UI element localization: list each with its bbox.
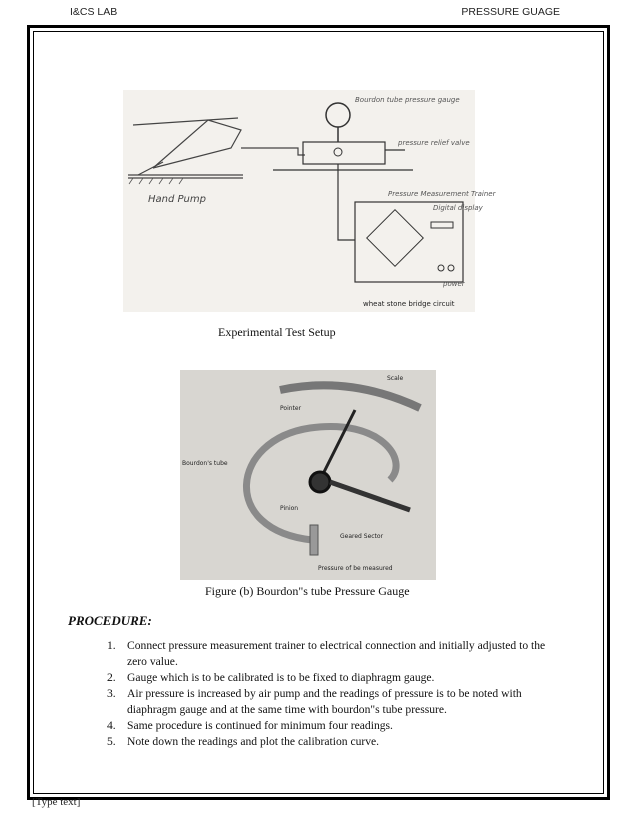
label-trainer: Pressure Measurement Trainer [388,190,496,198]
figure1-caption: Experimental Test Setup [218,325,336,339]
label-power: power [443,280,465,288]
label-scale: Scale [387,375,404,382]
procedure-step: 1. Connect pressure measurement trainer to electrical connection and initially adjusted to the zero value. [107,639,546,668]
experimental-setup-figure [123,90,496,312]
footer-placeholder: [Type text] [32,796,81,808]
procedure-step: 3. Air pressure is increased by air pump and the readings of pressure is to be noted with diaphragm gauge and at the same time with bourdon"s tube pressure. [107,687,522,716]
procedure-heading: PROCEDURE: [68,613,152,628]
label-pinion: Pinion [280,505,299,512]
label-relief-valve: pressure relief valve [398,139,470,147]
procedure-steps [107,638,557,750]
bourdon-tube-figure [180,370,436,580]
label-bridge: wheat stone bridge circuit [363,300,455,308]
label-pointer: Pointer [280,405,302,412]
procedure-step: 5. Note down the readings and plot the calibration curve. [107,735,380,748]
figure2-caption: Figure (b) Bourdon"s tube Pressure Gauge [205,584,410,598]
label-bourdon-gauge: Bourdon tube pressure gauge [355,96,460,104]
label-bourdon-tube: Bourdon's tube [182,460,228,467]
label-geared-sector: Geared Sector [340,533,384,540]
header-right: PRESSURE GUAGE [461,6,560,18]
header-left: I&CS LAB [70,6,118,18]
label-pressure-inlet: Pressure of be measured [318,565,393,572]
label-hand-pump: Hand Pump [148,194,206,205]
procedure-step: 2. Gauge which is to be calibrated is to be fixed to diaphragm gauge. [107,671,435,684]
procedure-step: 4. Same procedure is continued for minimum four readings. [107,719,393,732]
label-digital-display: Digital display [433,204,483,212]
